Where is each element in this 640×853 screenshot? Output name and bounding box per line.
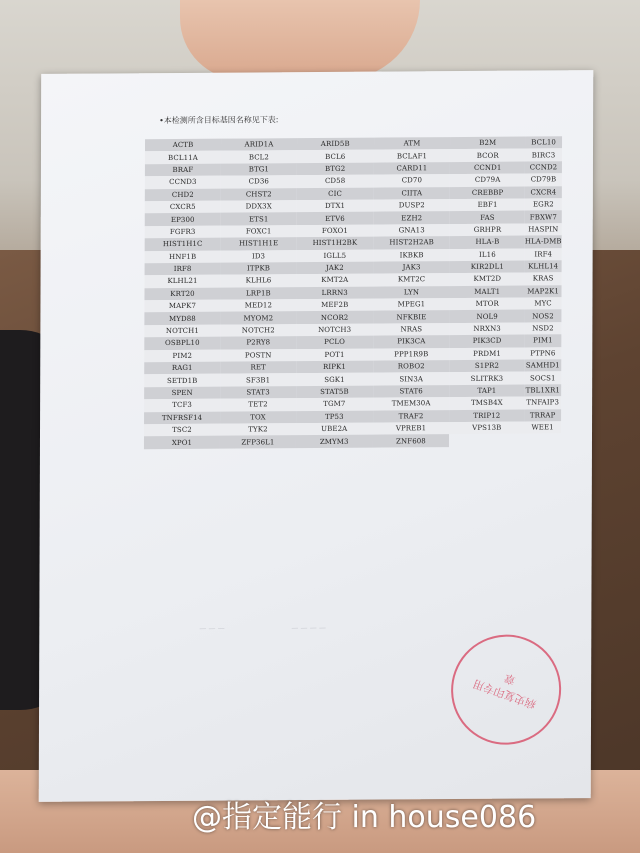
gene-cell: GNA13 <box>373 224 450 237</box>
gene-cell: CD36 <box>221 175 297 188</box>
gene-cell: NFKBIE <box>373 311 450 324</box>
gene-cell: HIST2H2AB <box>373 236 450 249</box>
gene-cell: ZFP36L1 <box>220 436 296 449</box>
watermark: @指定能行 in house086 <box>192 800 537 835</box>
gene-cell: HLA-B <box>450 236 525 249</box>
gene-cell: FBXW7 <box>525 211 562 224</box>
gene-cell: SETD1B <box>144 374 220 387</box>
gene-cell: UBE2A <box>296 423 373 436</box>
gene-cell: SGK1 <box>296 373 373 386</box>
gene-cell: PIM2 <box>144 349 220 362</box>
gene-cell: IRF8 <box>145 263 221 276</box>
gene-cell: CD79A <box>450 174 525 187</box>
gene-cell: IKBKB <box>373 249 450 262</box>
gene-cell: TYK2 <box>220 423 296 436</box>
gene-cell <box>449 434 524 447</box>
gene-cell: KMT2A <box>296 274 373 287</box>
red-seal-stamp <box>436 619 577 760</box>
gene-cell: HIST1H1C <box>145 238 221 251</box>
faint-bleedthrough-text: — — — <box>199 624 225 633</box>
gene-cell: ETS1 <box>221 212 297 225</box>
gene-cell: POSTN <box>220 349 296 362</box>
gene-cell: NRXN3 <box>450 322 525 335</box>
gene-cell: ID3 <box>221 250 297 263</box>
gene-cell: BCL6 <box>297 150 374 163</box>
gene-cell: CCND1 <box>450 161 525 174</box>
gene-cell: MAP2K1 <box>525 285 562 298</box>
gene-cell: BCL2 <box>221 151 297 164</box>
gene-cell: TAP1 <box>449 384 524 397</box>
gene-cell: CIC <box>297 187 374 200</box>
gene-cell: ARID1A <box>221 138 297 151</box>
gene-cell: CD79B <box>525 173 562 186</box>
gene-cell: MYC <box>525 297 562 310</box>
gene-cell: ACTB <box>145 139 221 152</box>
gene-cell: TRIP12 <box>449 409 524 422</box>
gene-cell: DDX3X <box>221 200 297 213</box>
gene-cell: BCL10 <box>525 136 562 149</box>
gene-cell: HASPIN <box>525 223 562 236</box>
gene-cell: NOL9 <box>450 310 525 323</box>
gene-cell: JAK3 <box>373 261 450 274</box>
gene-cell: MTOR <box>450 298 525 311</box>
gene-cell: ZNF608 <box>373 434 450 447</box>
gene-cell: BIRC3 <box>525 149 562 162</box>
gene-cell: MED12 <box>220 299 296 312</box>
gene-cell: PPP1R9B <box>373 348 450 361</box>
gene-cell: PTPN6 <box>524 347 561 360</box>
gene-cell <box>524 434 561 447</box>
gene-cell: TOX <box>220 411 296 424</box>
gene-cell: TSC2 <box>144 424 220 437</box>
gene-cell: FOXC1 <box>221 225 297 238</box>
gene-cell: CXCR5 <box>145 201 221 214</box>
gene-cell: IGLL5 <box>296 249 373 262</box>
gene-cell: KLHL21 <box>145 275 221 288</box>
gene-cell: SIN3A <box>373 372 450 385</box>
gene-cell: TMSB4X <box>449 397 524 410</box>
gene-cell: NOTCH2 <box>220 324 296 337</box>
gene-cell: NSD2 <box>525 322 562 335</box>
gene-cell: CCND2 <box>525 161 562 174</box>
gene-cell: JAK2 <box>296 262 373 275</box>
gene-cell: FAS <box>450 211 525 224</box>
gene-cell: STAT6 <box>373 385 450 398</box>
gene-cell: HLA-DMB <box>525 235 562 248</box>
gene-cell: NOS2 <box>525 310 562 323</box>
gene-cell: GRHPR <box>450 223 525 236</box>
gene-cell: IRF4 <box>525 248 562 261</box>
gene-cell: BRAF <box>145 163 221 176</box>
gene-cell: RIPK1 <box>296 361 373 374</box>
gene-cell: TMEM30A <box>373 397 450 410</box>
gene-cell: OSBPL10 <box>144 337 220 350</box>
gene-cell: ROBO2 <box>373 360 450 373</box>
gene-cell: XPO1 <box>144 436 220 449</box>
gene-cell: STAT5B <box>296 385 373 398</box>
gene-cell: TCF3 <box>144 399 220 412</box>
gene-cell: HIST1H2BK <box>297 237 374 250</box>
gene-cell: EP300 <box>145 213 221 226</box>
gene-cell: BCL11A <box>145 151 221 164</box>
gene-cell: DUSP2 <box>373 199 450 212</box>
gene-cell: TNFAIP3 <box>524 396 561 409</box>
gene-cell: PIK3CA <box>373 335 450 348</box>
gene-cell: TRRAP <box>524 409 561 422</box>
gene-cell: MALT1 <box>450 285 525 298</box>
gene-cell: ARID5B <box>297 138 374 151</box>
gene-cell: TBL1XR1 <box>524 384 561 397</box>
gene-cell: TNFRSF14 <box>144 411 220 424</box>
gene-cell: POT1 <box>296 348 373 361</box>
gene-cell: TET2 <box>220 398 296 411</box>
gene-cell: BCOR <box>450 149 525 162</box>
gene-cell: NCOR2 <box>296 311 373 324</box>
gene-cell: RET <box>220 361 296 374</box>
gene-cell: CREBBP <box>450 186 525 199</box>
gene-cell: IL16 <box>450 248 525 261</box>
gene-cell: VPREB1 <box>373 422 450 435</box>
gene-cell: CIITA <box>373 187 450 200</box>
gene-cell: SF3B1 <box>220 374 296 387</box>
gene-cell: CCND3 <box>145 176 221 189</box>
gene-cell: CXCR4 <box>525 186 562 199</box>
gene-cell: KIR2DL1 <box>450 260 525 273</box>
gene-cell: KRT20 <box>144 287 220 300</box>
gene-cell: PIM1 <box>524 335 561 348</box>
gene-cell: TGM7 <box>296 398 373 411</box>
gene-cell: CHD2 <box>145 188 221 201</box>
gene-cell: MYOM2 <box>220 312 296 325</box>
gene-cell: CD70 <box>373 174 450 187</box>
gene-cell: SPEN <box>144 386 220 399</box>
gene-cell: HNF1B <box>145 250 221 263</box>
gene-cell: NOTCH1 <box>144 325 220 338</box>
gene-row <box>144 434 561 449</box>
gene-cell: DTX1 <box>297 200 374 213</box>
gene-cell: MYD88 <box>144 312 220 325</box>
gene-cell: EGR2 <box>525 198 562 211</box>
gene-cell: MEF2B <box>296 299 373 312</box>
gene-cell: LYN <box>373 286 450 299</box>
gene-cell: SAMHD1 <box>524 359 561 372</box>
gene-cell: PCLO <box>296 336 373 349</box>
gene-cell: KMT2D <box>450 273 525 286</box>
gene-cell: TP53 <box>296 410 373 423</box>
gene-cell: SLITRK3 <box>450 372 525 385</box>
document-page <box>39 70 594 802</box>
gene-cell: BTG2 <box>297 162 374 175</box>
gene-cell: HIST1H1E <box>221 237 297 250</box>
gene-cell: ITPKB <box>221 262 297 275</box>
faint-bleedthrough-text: — — — — <box>291 623 327 633</box>
gene-cell: PIK3CD <box>450 335 525 348</box>
gene-cell: MAPK7 <box>144 300 220 313</box>
gene-cell: MPEG1 <box>373 298 450 311</box>
gene-cell: NRAS <box>373 323 450 336</box>
gene-table-body <box>144 136 562 449</box>
stamp-label: 病史复印专用章 <box>471 670 538 712</box>
gene-cell: WEE1 <box>524 421 561 434</box>
gene-cell: STAT3 <box>220 386 296 399</box>
gene-cell: B2M <box>450 137 525 150</box>
document-heading: •本检测所含目标基因名称见下表: <box>159 115 279 126</box>
gene-cell: NOTCH3 <box>296 323 373 336</box>
gene-cell: BTG1 <box>221 163 297 176</box>
gene-cell: KMT2C <box>373 273 450 286</box>
gene-cell: TRAF2 <box>373 410 450 423</box>
gene-cell: P2RY8 <box>220 336 296 349</box>
gene-cell: LRRN3 <box>296 286 373 299</box>
gene-cell: S1PR2 <box>450 360 525 373</box>
gene-cell: LRP1B <box>220 287 296 300</box>
gene-cell: KLHL14 <box>525 260 562 273</box>
gene-cell: CARD11 <box>374 162 451 175</box>
gene-cell: SOCS1 <box>524 372 561 385</box>
gene-cell: ZMYM3 <box>296 435 373 448</box>
gene-cell: FGFR3 <box>145 225 221 238</box>
gene-cell: VPS13B <box>449 422 524 435</box>
gene-cell: KLHL6 <box>221 274 297 287</box>
gene-cell: BCLAF1 <box>374 149 451 162</box>
gene-cell: ATM <box>374 137 451 150</box>
gene-cell: CHST2 <box>221 188 297 201</box>
gene-table <box>144 136 562 449</box>
gene-cell: EZH2 <box>373 211 450 224</box>
gene-cell: CD58 <box>297 175 374 188</box>
gene-cell: RAG1 <box>144 362 220 375</box>
gene-cell: EBF1 <box>450 199 525 212</box>
gene-cell: FOXO1 <box>297 224 374 237</box>
gene-cell: ETV6 <box>297 212 374 225</box>
gene-cell: KRAS <box>525 273 562 286</box>
gene-cell: PRDM1 <box>450 347 525 360</box>
